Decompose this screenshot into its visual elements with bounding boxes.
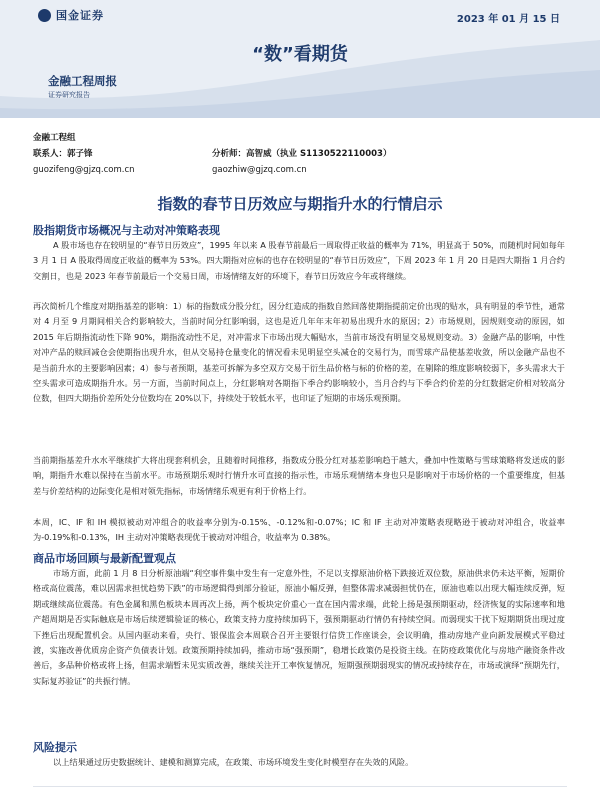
paragraph-risk-warning: 以上结果通过历史数据统计、建模和测算完成，在政策、市场环境发生变化时模型存在失效的风险。 <box>53 757 414 767</box>
company-logo <box>38 7 104 23</box>
analyst-name: 分析师：高智威（执业 S1130522110003） <box>212 149 392 159</box>
group-name: 金融工程组 <box>33 133 76 143</box>
logo-icon <box>38 9 51 22</box>
paragraph-basis-factors: 再次简析几个维度对期指基差的影响：1）标的指数成分股分红，因分红造成的指数自然回落使期指提前定价出现的贴水，具有明显的季节性，通常对 4 月至 9 月期间相关合约影响较大，当前时间分红影响弱，这也是近几年年末年初易出现升水的原因；2）市场规则，因规则变动的原因，如 2015 年后期指流动性下降 90%，期指流动性不足，对冲需求下市场出现大幅贴水，当前市场没有明显交易规则变动。3）金融产品的影响，中性对冲产品的赎回减仓会使期指出现升水，但从交易持仓量变化的情况看未见明显空头减仓的交易行为，而雪球产品使基差收敛，所以金融产品也不是当前升水的主要影响因素；4）参与者预期，基差可拆解为多空双方交易于衍生品价格与标的价格的差，在剔除的维度影响较弱下，多头需求大于空头需求可造成期指升水。另一方面，当前时间点上，分红影响对各期指下季合约影响较小，当月合约与下季合约价差的分红数据定价相对较高分位数，但四大期指价差所处分位数均在 20%以下，持续处于较低水平，也印证了短期的市场乐观预期。 <box>33 301 565 404</box>
page-bottom-divider <box>33 786 567 787</box>
header-banner <box>0 0 600 118</box>
article-title: 指数的春节日历效应与期指升水的行情启示 <box>157 195 443 213</box>
report-title: “数”看期货 <box>252 44 348 65</box>
paragraph-commodity-view: 市场方面，此前 1 月 8 日分析原油端“利空事件集中发生有一定意外性，不足以支撑原油价格下跌接近双位数，原油供求仍未达平衡，短期价格或高位震荡，难以因需求担忧趋势下跌”的市场逻辑得到部分验证，原油小幅反弹，但整体需求减弱担忧仍在，原油也难以出现大幅连续反弹，短期或继续高位震荡。有色金属和黑色板块本周再次上扬，两个板块定价重心一直在国内需求端，此轮上扬是强预期驱动，经济恢复的实际速率和地产超周期是否实际触底是市场后续逻辑验证的核心，政策支持力度持续加码下，强预期驱动行情仍有持续空间。而弱现实干扰下短期期货出现过度下挫后出现配置机会。从国内驱动来看，央行、银保监会本周联合召开主要银行信贷工作座谈会，会议明确，推动房地产业向新发展模式平稳过渡，实施改善优质房企资产负债表计划。政策预期持续加码，推动市场“强预期”，稳增长政策仍是投资主线。在防疫政策优化与房地产融资条件改善后，多品种价格或将上扬，但需求端暂未见实质改善，继续关注开工率恢复情况，短期强预期弱现实的情况或持续存在，市场或演绎“预期先行，实际复苏验证”的共振行情。 <box>33 568 565 686</box>
contact-email: guozifeng@gjzq.com.cn <box>33 165 135 175</box>
section-heading-risk: 风险提示 <box>33 741 77 754</box>
analyst-email: gaozhiw@gjzq.com.cn <box>212 165 307 175</box>
logo-text: 国金证券 <box>56 9 104 22</box>
section-heading-futures: 股指期货市场概况与主动对冲策略表现 <box>33 224 220 237</box>
paragraph-premium-outlook: 当前期指基差升水水平继续扩大将出现套利机会，且随着时间推移，指数成分股分红对基差影响趋于越大，叠加中性策略与雪球策略将发送成的影响，期指升水难以保持在当前水平。市场预期乐观时行情升水可直接的指示性，市场乐观情绪本身也只是影响对于市场价格的一个重要维度，但基差与价差结构的边际变化是相对领先指标，市场情绪乐观更有利于价格上行。 <box>33 455 565 496</box>
report-date: 2023 年 01 月 15 日 <box>456 14 560 25</box>
paragraph-calendar-effect: A 股市场也存在较明显的“春节日历效应”，1995 年以来 A 股春节前最后一周取得正收益的概率为 71%，明显高于 50%，而随机时间如每年 3 月 1 日 A 股取得周度正收益的概率为 53%。四大期指对应标的也存在较明显的“春节日历效应”，下周 2023 年 1 月 20 日是四大期指 1 月合约交割日，也是 2023 年春节前最后一个交易日周，市场情绪友好的环境下，春节日历效应今年或将继续。 <box>33 240 565 281</box>
report-series: 金融工程周报 <box>48 74 117 88</box>
contact-name: 联系人：郭子锋 <box>33 149 93 159</box>
paragraph-hedge-returns: 本周，IC、IF 和 IH 模拟被动对冲组合的收益率分别为-0.15%、-0.12%和-0.07%；IC 和 IF 主动对冲策略表现略逊于被动对冲组合，收益率为-0.19%和-0.13%，IH 主动对冲策略表现优于被动对冲组合，收益率为 0.38%。 <box>33 517 565 543</box>
section-heading-commodities: 商品市场回顾与最新配置观点 <box>33 552 176 565</box>
report-type-label: 证券研究报告 <box>48 91 90 99</box>
